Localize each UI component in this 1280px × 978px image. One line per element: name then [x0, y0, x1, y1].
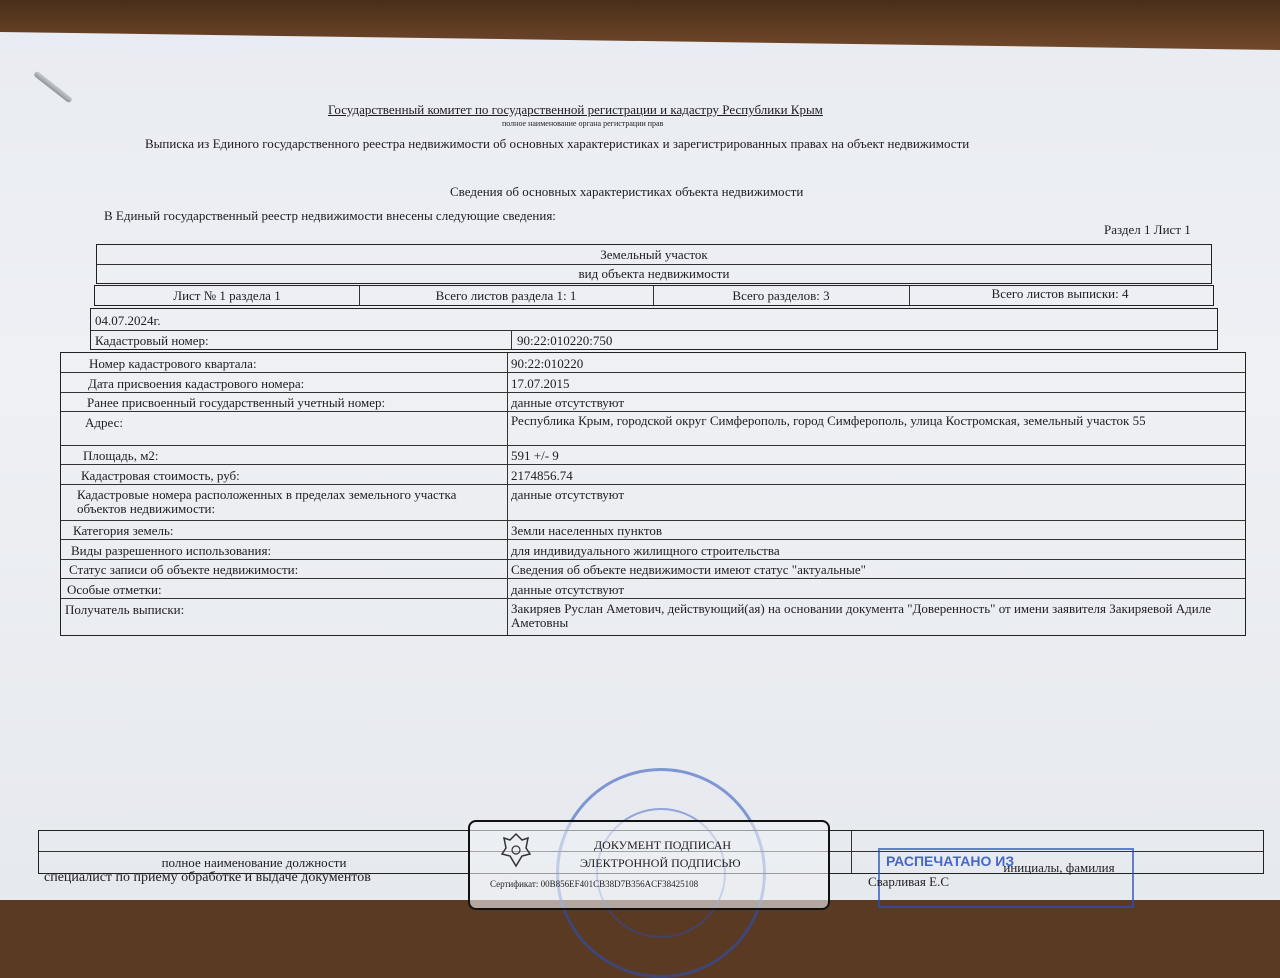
row-value: 17.07.2015 [511, 376, 570, 391]
sheet-number: Лист № 1 раздела 1 [173, 288, 281, 303]
table-row [61, 446, 1245, 465]
row-value: Закиряев Руслан Аметович, действующий(ая) на основании документа "Доверенность" от имени заявителя Закиряевой Адиле Аметовны [511, 601, 1211, 630]
row-label: Адрес: [85, 415, 123, 430]
table-row [61, 579, 1245, 599]
table-row [61, 599, 1245, 635]
organization-caption: полное наименование органа регистрации прав [502, 119, 664, 128]
date-cadastral-box [90, 308, 1218, 350]
table-row [61, 412, 1245, 446]
cadastral-number-value: 90:22:010220:750 [517, 333, 613, 348]
row-value: Земли населенных пунктов [511, 523, 662, 538]
position-title: специалист по приему обработке и выдаче документов [44, 870, 371, 885]
object-type: Земельный участок [600, 247, 708, 262]
signer-name: Сварливая Е.С [868, 874, 950, 889]
emblem-icon [498, 830, 534, 870]
extract-date: 04.07.2024г. [95, 313, 161, 328]
section-label: Раздел 1 Лист 1 [1104, 222, 1191, 237]
total-section-sheets: Всего листов раздела 1: 1 [435, 288, 577, 303]
row-label: Номер кадастрового квартала: [89, 356, 257, 371]
row-label: Дата присвоения кадастрового номера: [88, 376, 305, 391]
sheets-row [94, 285, 1214, 306]
organization-name: Государственный комитет по государственной регистрации и кадастру Республики Крым [328, 102, 823, 117]
extract-title: Выписка из Единого государственного реестра недвижимости об основных характеристиках и зарегистрированных правах на объект недвижимости [145, 136, 970, 151]
row-value: 591 +/- 9 [511, 448, 559, 463]
row-label: Кадастровая стоимость, руб: [81, 468, 240, 483]
object-type-box [96, 244, 1212, 284]
characteristics-table [60, 352, 1246, 636]
table-row [61, 560, 1245, 579]
object-type-caption: вид объекта недвижимости [578, 266, 730, 281]
position-caption: полное наименование должности [161, 855, 347, 870]
table-row [61, 521, 1245, 540]
row-value: данные отсутствуют [511, 395, 625, 410]
row-label: Площадь, м2: [83, 448, 159, 463]
printed-stamp-text: РАСПЕЧАТАНО ИЗ [886, 853, 1015, 869]
row-label: Виды разрешенного использования: [71, 543, 272, 558]
signed-subtitle: ЭЛЕКТРОННОЙ ПОДПИСЬЮ [580, 856, 741, 870]
table-row [61, 540, 1245, 560]
electronic-signature-stamp [468, 820, 830, 910]
row-value: 2174856.74 [511, 468, 573, 483]
total-extract-sheets: Всего листов выписки: 4 [991, 286, 1129, 301]
table-row [61, 393, 1245, 412]
row-label: Получатель выписки: [65, 602, 185, 617]
certificate-number: Сертификат: 00B856EF401CB38D7B356ACF38425108 [490, 879, 699, 889]
table-row [61, 373, 1245, 393]
row-value: для индивидуального жилищного строительства [511, 543, 780, 558]
cadastral-number-label: Кадастровый номер: [95, 333, 209, 348]
row-label: Особые отметки: [67, 582, 162, 597]
row-label: Категория земель: [73, 523, 174, 538]
row-value: данные отсутствуют [511, 487, 625, 502]
intro-text: В Единый государственный реестр недвижимости внесены следующие сведения: [104, 208, 556, 223]
row-value: Сведения об объекте недвижимости имеют статус "актуальные" [511, 562, 866, 577]
table-row [61, 353, 1245, 373]
total-sections: Всего разделов: 3 [732, 288, 830, 303]
signed-title: ДОКУМЕНТ ПОДПИСАН [594, 838, 732, 852]
row-label: Ранее присвоенный государственный учетный номер: [87, 395, 386, 410]
table-row [61, 465, 1245, 485]
table-row [61, 485, 1245, 521]
row-label: Кадастровые номера расположенных в пределах земельного участка объектов недвижимости: [77, 487, 457, 516]
row-label: Статус записи об объекте недвижимости: [69, 562, 299, 577]
row-value: данные отсутствуют [511, 582, 625, 597]
info-title: Сведения об основных характеристиках объекта недвижимости [450, 184, 804, 199]
row-value: 90:22:010220 [511, 356, 584, 371]
initials-caption: инициалы, фамилия [1003, 860, 1115, 875]
row-value: Республика Крым, городской округ Симферополь, город Симферополь, улица Костромская, земельный участок 55 [511, 413, 1146, 428]
